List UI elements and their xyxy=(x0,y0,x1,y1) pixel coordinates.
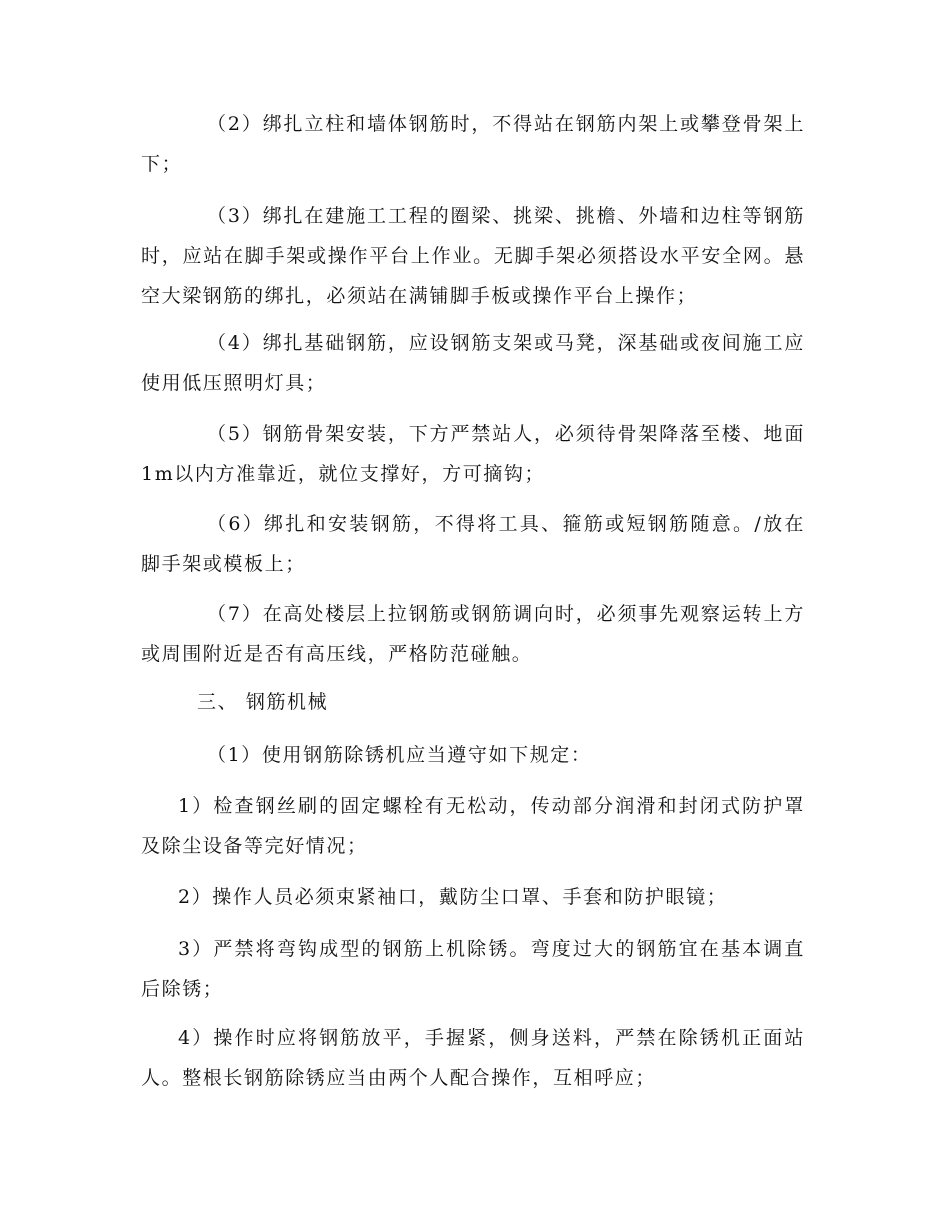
paragraph-rebar-tools: （6）绑扎和安装钢筋，不得将工具、箍筋或短钢筋随意。/放在脚手架或模板上； xyxy=(141,513,805,575)
list-item-check-brush: 1）检查钢丝刷的固定螺栓有无松动，传动部分润滑和封闭式防护罩及除尘设备等完好情况； xyxy=(141,795,805,857)
paragraph-rebar-beam-eaves: （3）绑扎在建施工工程的圈梁、挑梁、挑檐、外墙和边柱等钢筋时，应站在脚手架或操作平台上作业。无脚手架必须搭设水平安全网。悬空大梁钢筋的绑扎，必须站在满铺脚手板或操作平台上操作； xyxy=(141,205,805,307)
list-item-hooked-rebar: 3）严禁将弯钩成型的钢筋上机除锈。弯度过大的钢筋宜在基本调直后除锈； xyxy=(141,938,805,1000)
paragraph-rebar-foundation: （4）绑扎基础钢筋，应设钢筋支架或马凳，深基础或夜间施工应使用低压照明灯具； xyxy=(141,332,805,394)
paragraph-derusting-machine-rules: （1）使用钢筋除锈机应当遵守如下规定： xyxy=(207,744,592,766)
paragraph-rebar-high-voltage: （7）在高处楼层上拉钢筋或钢筋调向时，必须事先观察运转上方或周围附近是否有高压线，严格防范碰触。 xyxy=(141,603,805,665)
paragraph-rebar-cage-install: （5）钢筋骨架安装，下方严禁站人，必须待骨架降落至楼、地面1m以内方准靠近，就位支撑好，方可摘钩； xyxy=(141,423,805,485)
paragraph-rebar-column-wall: （2）绑扎立柱和墙体钢筋时，不得站在钢筋内架上或攀登骨架上下； xyxy=(141,113,805,175)
list-item-protective-gear: 2）操作人员必须束紧袖口，戴防尘口罩、手套和防护眼镜； xyxy=(178,886,728,908)
list-item-operation-position: 4）操作时应将钢筋放平，手握紧，侧身送料，严禁在除锈机正面站人。整根长钢筋除锈应当由两个人配合操作，互相呼应； xyxy=(141,1027,805,1089)
section-heading-rebar-machinery: 三、 钢筋机械 xyxy=(197,691,329,713)
